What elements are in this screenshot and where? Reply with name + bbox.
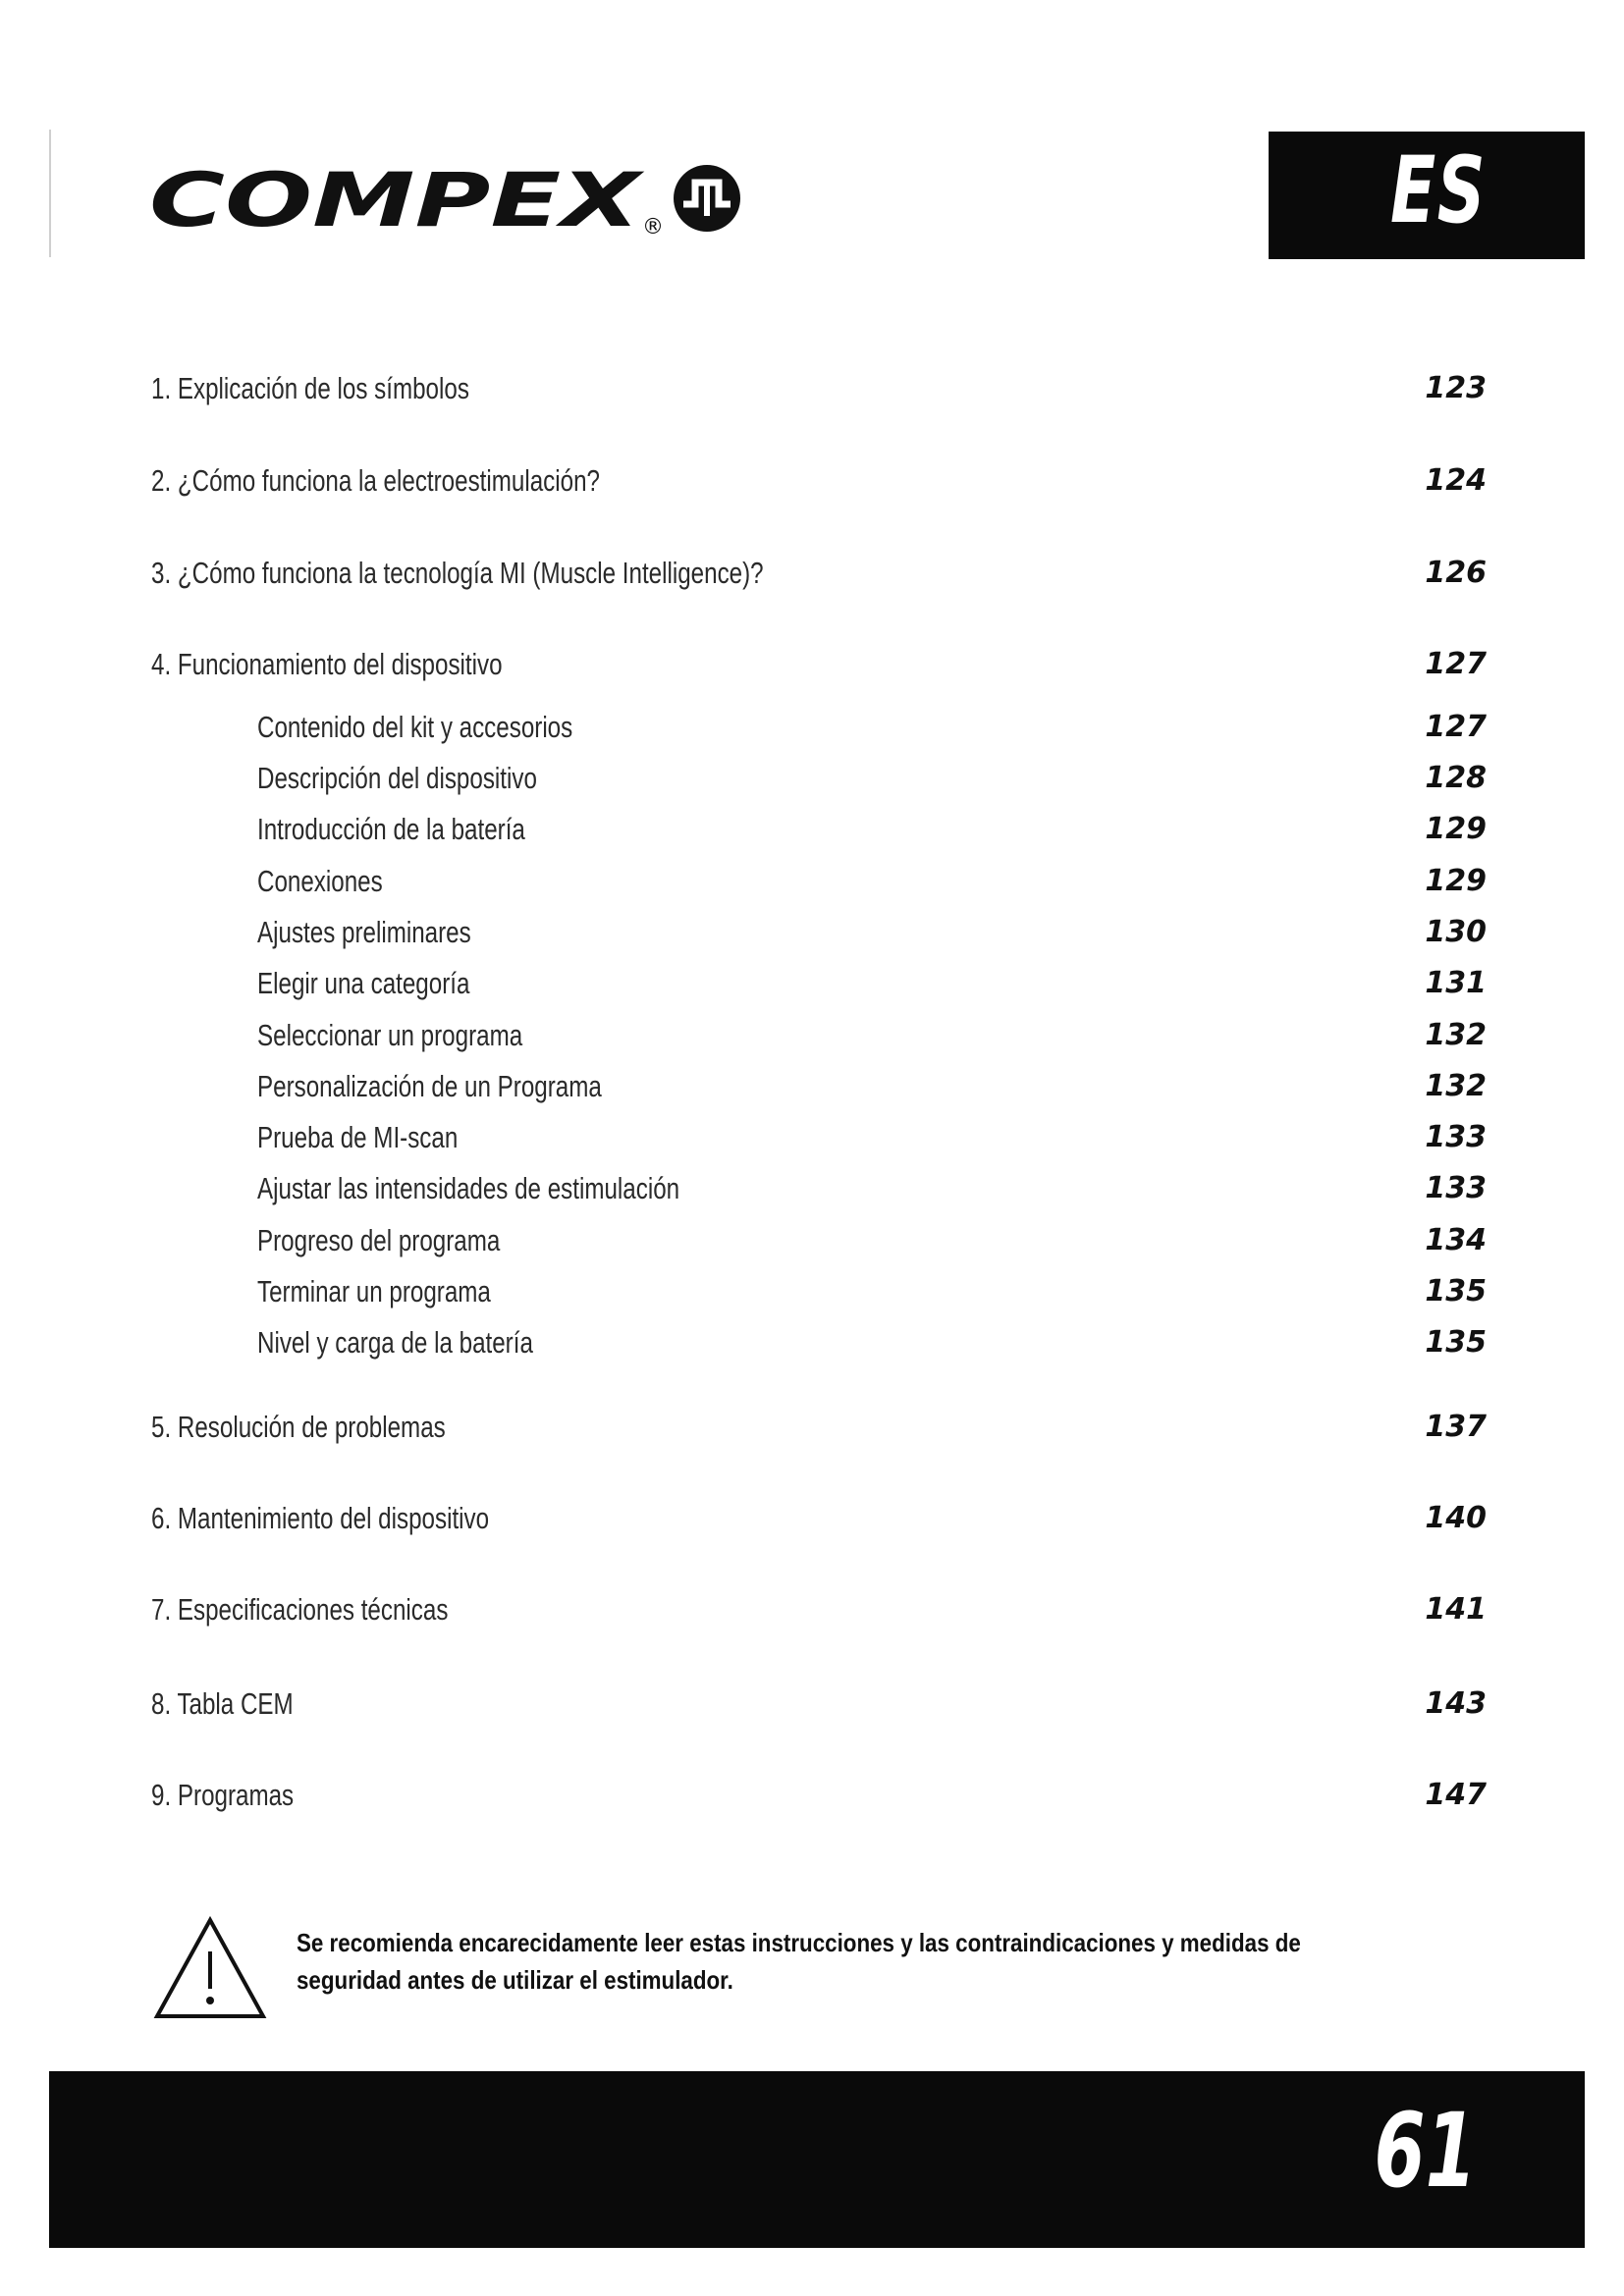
toc-subentry-label: Elegir una categoría (257, 966, 470, 1000)
toc-entry[interactable] (151, 1778, 1487, 1827)
toc-entry-label: 3. ¿Cómo funciona la tecnología MI (Muscle Intelligence)? (151, 556, 764, 590)
toc-entry-label: 4. Funcionamiento del dispositivo (151, 647, 503, 681)
toc-subentry[interactable] (257, 1223, 1487, 1272)
toc-entry[interactable] (151, 371, 1487, 420)
toc-subentry[interactable] (257, 915, 1487, 964)
toc-subentry-label: Prueba de MI-scan (257, 1120, 459, 1154)
warning-text: Se recomienda encarecidamente leer estas instrucciones y las contraindicaciones y medidas de seguridad antes de utilizar el estimulador. (297, 1928, 1301, 1995)
warning-triangle-icon (151, 1914, 269, 2022)
language-code: ES (1390, 137, 1487, 244)
toc-subentry[interactable] (257, 1120, 1487, 1169)
toc-entry-label: 2. ¿Cómo funciona la electroestimulación? (151, 463, 600, 498)
toc-subentry-page: 132 (1425, 1018, 1487, 1052)
toc-subentry-page: 130 (1425, 915, 1487, 949)
toc-entry[interactable] (151, 1501, 1487, 1550)
footer-band (49, 2071, 1585, 2248)
toc-subentry-page: 129 (1425, 812, 1487, 846)
toc-subentry-page: 133 (1425, 1171, 1487, 1205)
toc-subentry[interactable] (257, 864, 1487, 913)
toc-entry-page: 137 (1425, 1410, 1487, 1444)
toc-entry[interactable] (151, 463, 1487, 512)
toc-entry-page: 140 (1425, 1501, 1487, 1535)
toc-subentry[interactable] (257, 1018, 1487, 1067)
toc-entry[interactable] (151, 1592, 1487, 1641)
toc-entry-label: 9. Programas (151, 1778, 295, 1812)
toc-subentry[interactable] (257, 966, 1487, 1015)
language-tab (1269, 132, 1585, 259)
toc-entry-page: 124 (1425, 463, 1487, 498)
toc-subentry-page: 127 (1425, 710, 1487, 744)
toc-subentry-page: 135 (1425, 1274, 1487, 1308)
toc-entry-page: 123 (1425, 371, 1487, 405)
toc-subentry[interactable] (257, 1325, 1487, 1374)
brand-name: COMPEX (149, 156, 645, 243)
page-number: 61 (1374, 2091, 1477, 2211)
toc-subentry-page: 128 (1425, 761, 1487, 795)
toc-subentry-page: 135 (1425, 1325, 1487, 1360)
toc-entry-page: 127 (1425, 647, 1487, 681)
toc-subentry-label: Descripción del dispositivo (257, 761, 537, 795)
toc-subentry[interactable] (257, 1069, 1487, 1118)
toc-subentry-page: 133 (1425, 1120, 1487, 1154)
toc-entry-page: 143 (1425, 1686, 1487, 1721)
left-margin-rule (49, 130, 51, 257)
toc-subentry-page: 131 (1425, 966, 1487, 1000)
toc-entry-page: 141 (1425, 1592, 1487, 1627)
toc-subentry-page: 132 (1425, 1069, 1487, 1103)
safety-warning (151, 1914, 1379, 2022)
toc-subentry[interactable] (257, 710, 1487, 759)
toc-entry-label: 5. Resolución de problemas (151, 1410, 446, 1444)
compex-emblem-icon (674, 165, 740, 232)
toc-subentry-page: 134 (1425, 1223, 1487, 1257)
toc-entry-label: 1. Explicación de los símbolos (151, 371, 469, 405)
toc-subentry-label: Terminar un programa (257, 1274, 491, 1308)
toc-entry-page: 147 (1425, 1778, 1487, 1812)
toc-entry[interactable] (151, 647, 1487, 696)
toc-subentry-label: Contenido del kit y accesorios (257, 710, 573, 744)
toc-subentry-page: 129 (1425, 864, 1487, 898)
compex-logo (149, 155, 758, 243)
toc-entry[interactable] (151, 1410, 1487, 1459)
toc-entry[interactable] (151, 556, 1487, 605)
toc-subentry-label: Ajustar las intensidades de estimulación (257, 1171, 680, 1205)
toc-entry-label: 8. Tabla CEM (151, 1686, 294, 1721)
toc-subentry-label: Seleccionar un programa (257, 1018, 523, 1052)
toc-subentry-label: Conexiones (257, 864, 383, 898)
toc-entry[interactable] (151, 1686, 1487, 1735)
registered-mark: ® (642, 215, 664, 240)
toc-entry-label: 6. Mantenimiento del dispositivo (151, 1501, 490, 1535)
toc-subentry[interactable] (257, 812, 1487, 861)
toc-subentry-label: Personalización de un Programa (257, 1069, 602, 1103)
toc-subentry-label: Introducción de la batería (257, 812, 525, 846)
toc-subentry[interactable] (257, 1274, 1487, 1323)
toc-subentry[interactable] (257, 1171, 1487, 1220)
toc-subentry-label: Ajustes preliminares (257, 915, 471, 949)
toc-entry-label: 7. Especificaciones técnicas (151, 1592, 449, 1627)
toc-entry-page: 126 (1425, 556, 1487, 590)
toc-subentry-label: Progreso del programa (257, 1223, 501, 1257)
toc-subentry-label: Nivel y carga de la batería (257, 1325, 533, 1360)
toc-subentry[interactable] (257, 761, 1487, 810)
